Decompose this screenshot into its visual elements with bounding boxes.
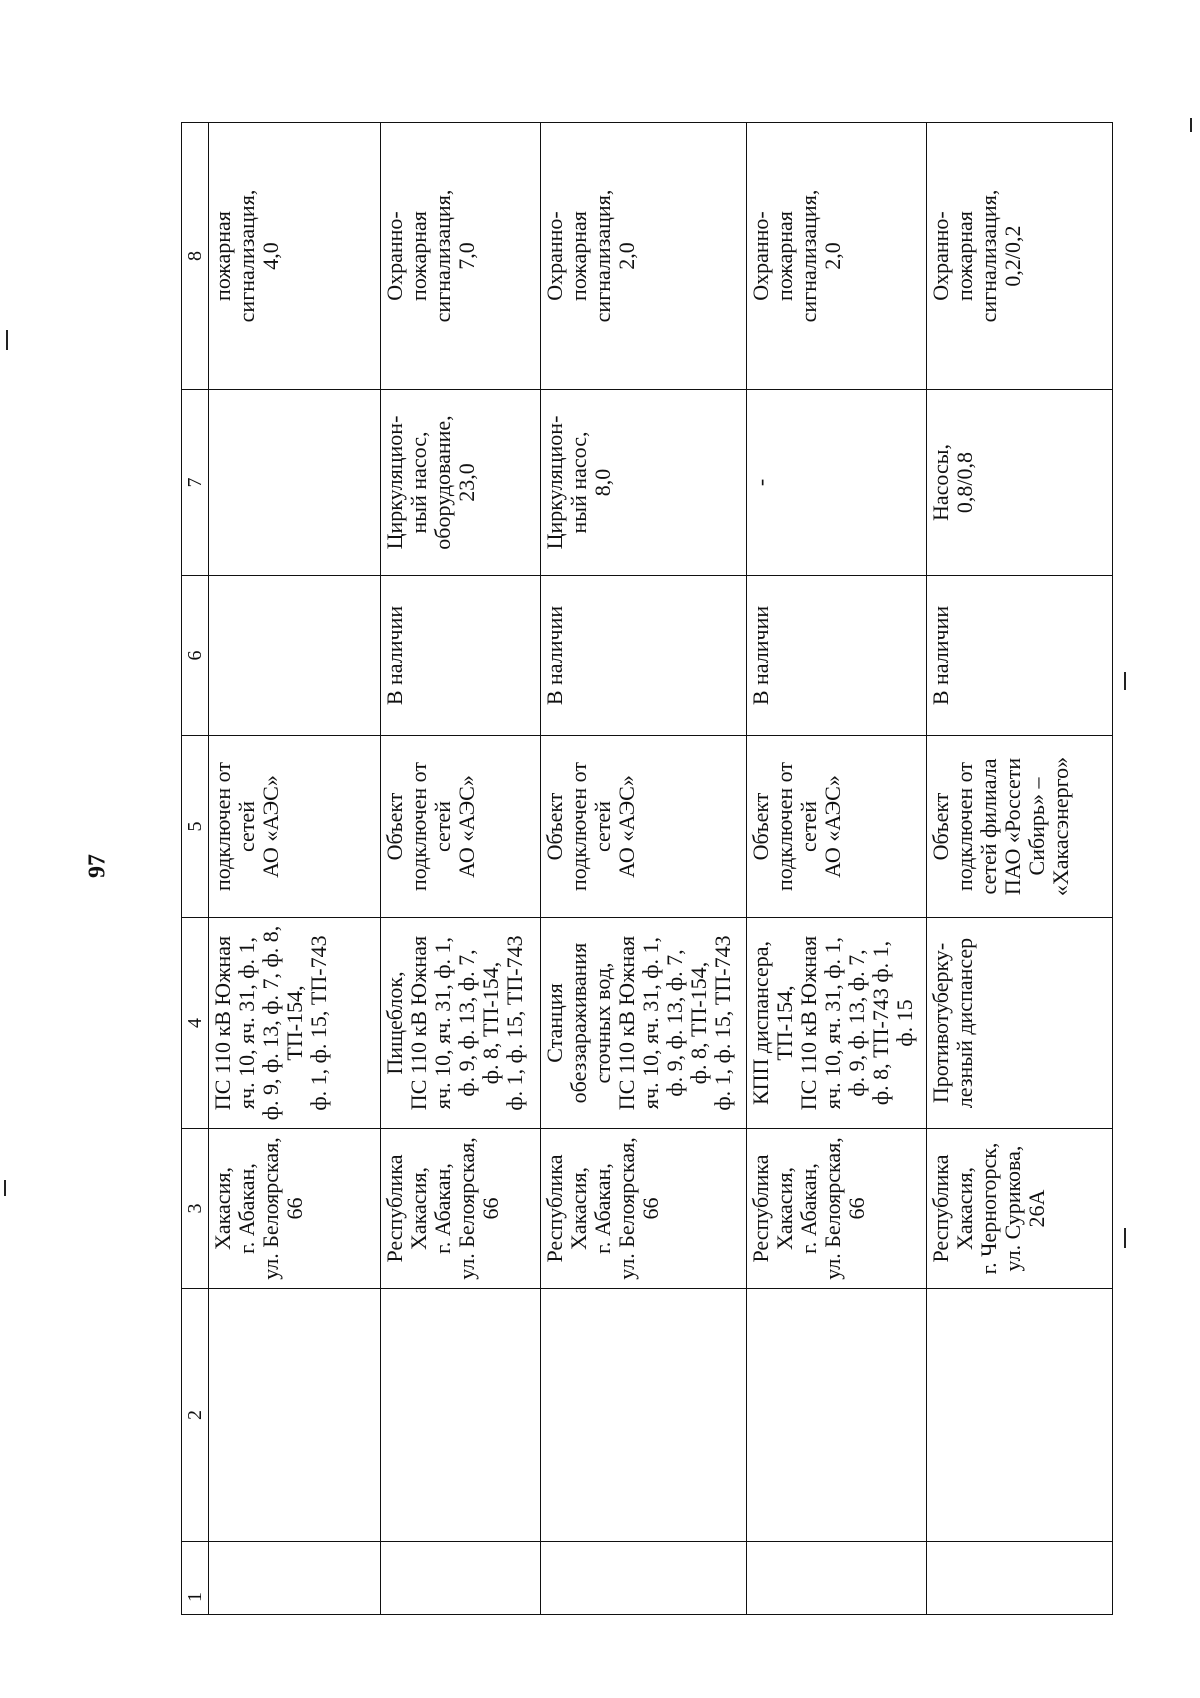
cell-line: подключен от [952,761,977,892]
table-cell-5 [381,736,541,918]
cell-line: сигнализация, [430,189,455,323]
table-row [927,123,1113,1615]
cell-line: Объект [928,792,953,861]
table-cell-3 [381,1129,541,1289]
table-cell-8 [927,123,1113,390]
column-header: 3 [182,1129,209,1289]
column-header: 5 [182,736,209,918]
table-row [747,123,927,1615]
table-cell-2 [381,1289,541,1542]
cell-line: яч. 10, яч. 31, ф. 1, [234,936,259,1110]
cell-line: Республика [542,1154,567,1263]
cell-line: Хакасия, [210,1167,235,1250]
cell-line: ПС 110 кВ Южная [406,935,431,1111]
cell-line: Хакасия, [772,1167,797,1250]
table-cell-7 [541,390,747,576]
cell-line: яч. 10, яч. 31, ф. 1, [430,936,455,1110]
cell-line: яч. 10, яч. 31, ф. 1, [638,936,663,1110]
table-cell-1 [209,1542,381,1615]
cell-line: 0,2/0,2 [1000,225,1025,287]
cell-line: г. Черногорск, [976,1142,1001,1275]
cell-line: ф. 15 [892,999,917,1047]
cell-line: - [748,478,773,487]
table-cell-3 [747,1129,927,1289]
cell-line: 66 [282,1197,307,1220]
cell-line: Хакасия, [566,1167,591,1250]
table-header-row [182,123,209,1615]
cell-line: пожарная [406,211,431,301]
cell-line: 26А [1024,1189,1049,1228]
table-cell-7 [927,390,1113,576]
cell-line: В наличии [382,605,407,706]
cell-line: Республика [928,1154,953,1263]
table-cell-4 [541,918,747,1129]
cell-line: Циркуляцион- [382,415,407,550]
table-cell-8 [381,123,541,390]
cell-line: подключен от [210,761,235,892]
cell-line: ТП-154, [772,985,797,1061]
cell-line: АО «АЭС» [454,775,479,878]
cell-line: ф. 8, ТП-154, [686,961,711,1085]
cell-line: ПС 110 кВ Южная [614,935,639,1111]
table-cell-6 [381,576,541,736]
cell-line: Сибирь» – [1024,777,1049,876]
cell-line: пожарная [210,211,235,301]
cell-line: ный насос, [566,431,591,534]
cell-line: 4,0 [258,242,283,270]
cell-line: сетей [430,801,455,852]
table-cell-4 [747,918,927,1129]
table-row [541,123,747,1615]
cell-line: АО «АЭС» [820,775,845,878]
cell-line: АО «АЭС» [258,775,283,878]
cell-line: ф. 8, ТП-154, [478,961,503,1085]
cell-line: ф. 8, ТП-743 ф. 1, [868,940,893,1106]
cell-line: сигнализация, [976,189,1001,323]
cell-line: сетей филиала [976,758,1001,895]
cell-line: Охранно- [542,211,567,301]
cell-line: ПС 110 кВ Южная [796,935,821,1111]
cell-line: В наличии [542,605,567,706]
cell-line: В наличии [928,605,953,706]
cell-line: КПП диспансера, [748,940,773,1106]
column-header: 4 [182,918,209,1129]
table-cell-2 [209,1289,381,1542]
cell-line: АО «АЭС» [614,775,639,878]
rotated-table-wrapper [181,123,1111,1615]
cell-line: ул. Белоярская, [614,1137,639,1280]
cell-line: ф. 9, ф. 13, ф. 7, [454,949,479,1097]
cell-line: Циркуляцион- [542,415,567,550]
scan-margin-mark [6,330,8,350]
cell-line: лезный диспансер [952,937,977,1109]
column-header: 8 [182,123,209,390]
table-cell-6 [209,576,381,736]
cell-line: обеззараживания [566,942,591,1104]
cell-line: г. Абакан, [234,1163,259,1254]
table-cell-8 [209,123,381,390]
table-cell-7 [381,390,541,576]
table-row [381,123,541,1615]
table-cell-5 [927,736,1113,918]
column-header: 2 [182,1289,209,1542]
cell-line: ф. 1, ф. 15, ТП-743 [306,935,331,1111]
cell-line: ул. Сурикова, [1000,1145,1025,1272]
cell-line: Объект [748,792,773,861]
table-cell-4 [381,918,541,1129]
table-cell-2 [927,1289,1113,1542]
cell-line: сетей [234,801,259,852]
table-cell-1 [541,1542,747,1615]
table-cell-8 [747,123,927,390]
cell-line: ф. 1, ф. 15, ТП-743 [502,935,527,1111]
cell-line: сетей [590,801,615,852]
cell-line: ф. 9, ф. 13, ф. 7, [844,949,869,1097]
column-header: 7 [182,390,209,576]
table-cell-1 [927,1542,1113,1615]
cell-line: пожарная [566,211,591,301]
cell-line: Республика [382,1154,407,1263]
cell-line: 2,0 [820,242,845,270]
cell-line: Охранно- [928,211,953,301]
cell-line: «Хакасэнерго» [1048,756,1073,897]
cell-line: Республика [748,1154,773,1263]
cell-line: сточных вод, [590,962,615,1084]
cell-line: 0,8/0,8 [952,451,977,514]
cell-line: Хакасия, [406,1167,431,1250]
cell-line: подключен от [566,761,591,892]
table-cell-5 [747,736,927,918]
cell-line: ТП-154, [282,985,307,1061]
table-cell-2 [747,1289,927,1542]
cell-line: Пищеблок, [382,971,407,1075]
cell-line: г. Абакан, [590,1163,615,1254]
table-cell-6 [541,576,747,736]
table-cell-3 [209,1129,381,1289]
table-cell-8 [541,123,747,390]
cell-line: В наличии [748,605,773,706]
cell-line: подключен от [772,761,797,892]
table-cell-4 [927,918,1113,1129]
table-cell-7 [747,390,927,576]
table-cell-7 [209,390,381,576]
data-table [181,122,1113,1615]
cell-line: Станция [542,983,567,1063]
cell-line: Хакасия, [952,1167,977,1250]
cell-line: ул. Белоярская, [454,1137,479,1280]
table-cell-3 [541,1129,747,1289]
scan-margin-mark [1124,672,1126,690]
table-cell-6 [927,576,1113,736]
cell-line: подключен от [406,761,431,892]
cell-line: Охранно- [382,211,407,301]
cell-line: пожарная [952,211,977,301]
column-header: 6 [182,576,209,736]
cell-line: ф. 1, ф. 15, ТП-743 [710,935,735,1111]
table-cell-5 [209,736,381,918]
cell-line: г. Абакан, [796,1163,821,1254]
cell-line: сетей [796,801,821,852]
table-cell-6 [747,576,927,736]
cell-line: сигнализация, [234,189,259,323]
cell-line: ф. 9, ф. 13, ф. 7, [662,949,687,1097]
cell-line: Насосы, [928,444,953,522]
cell-line: 66 [844,1197,869,1220]
cell-line: сигнализация, [796,189,821,323]
cell-line: пожарная [772,211,797,301]
cell-line: ул. Белоярская, [258,1137,283,1280]
cell-line: Объект [382,792,407,861]
cell-line: ПС 110 кВ Южная [210,935,235,1111]
cell-line: Противотуберку- [928,942,953,1104]
table-cell-5 [541,736,747,918]
cell-line: 2,0 [614,242,639,270]
cell-line: сигнализация, [590,189,615,323]
cell-line: ф. 9, ф. 13, ф. 7, ф. 8, [258,925,283,1121]
scan-margin-mark [1124,1228,1126,1248]
column-header: 1 [182,1542,209,1615]
cell-line: 23,0 [454,463,479,502]
cell-line: ул. Белоярская, [820,1137,845,1280]
table-cell-4 [209,918,381,1129]
cell-line: ный насос, [406,431,431,534]
cell-line: яч. 10, яч. 31, ф. 1, [820,936,845,1110]
table-cell-1 [381,1542,541,1615]
cell-line: 8,0 [590,468,615,497]
cell-line: Объект [542,792,567,861]
cell-line: Охранно- [748,211,773,301]
scan-margin-mark [1190,118,1192,132]
table-row [209,123,381,1615]
table-cell-2 [541,1289,747,1542]
cell-line: 66 [478,1197,503,1220]
cell-line: ПАО «Россети [1000,757,1025,896]
cell-line: оборудование, [430,415,455,550]
table-cell-3 [927,1129,1113,1289]
page-number: 97 [84,854,111,878]
cell-line: г. Абакан, [430,1163,455,1254]
scan-margin-mark [4,1180,6,1196]
cell-line: 7,0 [454,242,479,270]
table-cell-1 [747,1542,927,1615]
cell-line: 66 [638,1197,663,1220]
